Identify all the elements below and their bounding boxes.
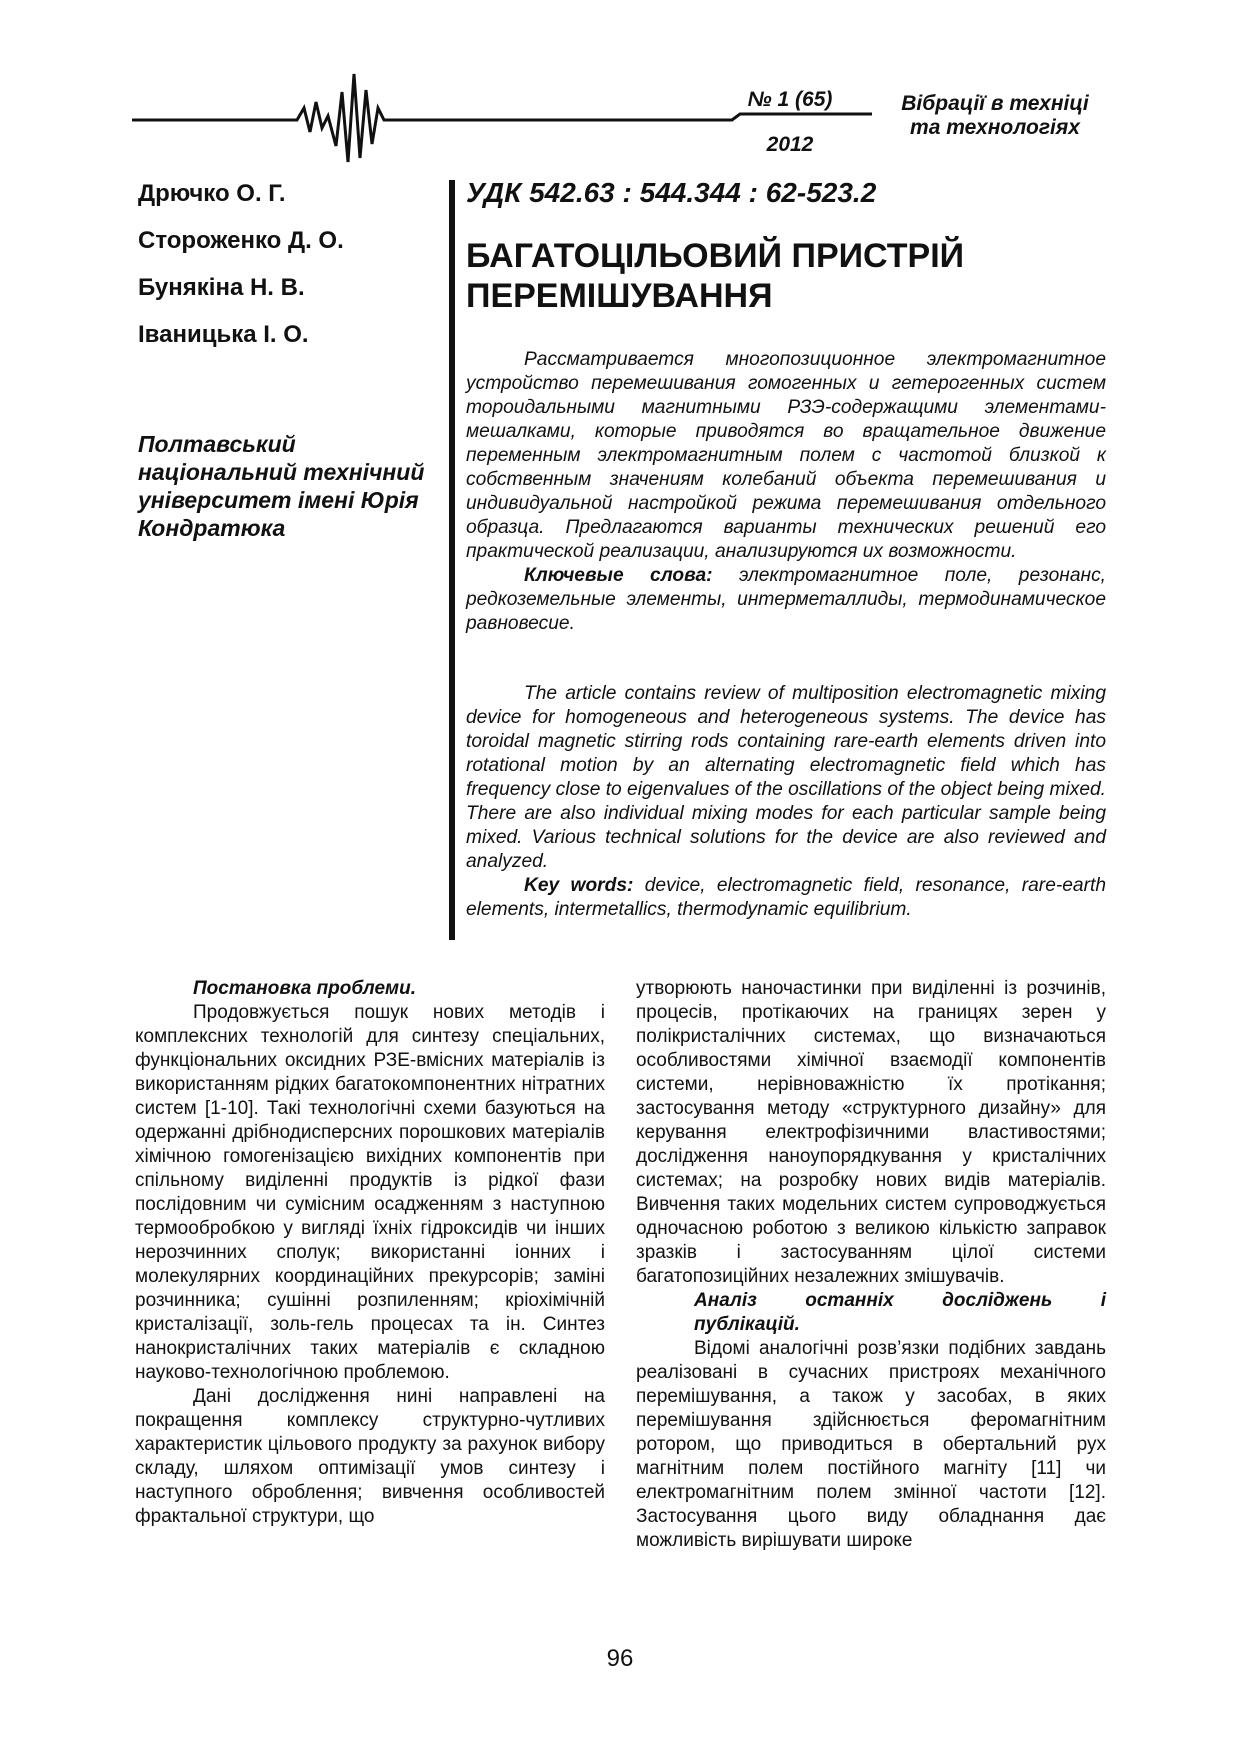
keywords-text: device, electromagnetic field, resonance, rare-earth elements, intermetallics, thermodynamic equilibrium.	[466, 875, 1106, 920]
body-column-left	[135, 977, 605, 1529]
keywords-label: Ключевые слова:	[524, 565, 713, 586]
abstract-english	[466, 682, 1106, 922]
body-column-right	[636, 977, 1106, 1553]
section-heading: Аналіз останніх досліджень і	[694, 1290, 1106, 1311]
header-waveform-line	[132, 62, 872, 174]
abstract-ru-text: Рассматривается многопозиционное электромагнитное устройство перемешивания гомогенных и гетерогенных систем тороидальными магнитными РЗЭ-содержащими элементами-мешалками, которые приводятся во вращательное движение переменным электромагнитным полем с частотой близкой к собственным значениям колебаний объекта перемешивания и индивидуальной настройкой режима перемешивания отдельного образца. Предлагаются варианты технических решений его практической реализации, анализируются их возможности.	[466, 349, 1106, 562]
issue-number: № 1 (65)	[747, 88, 833, 111]
abstract-russian	[466, 348, 1106, 636]
page-number: 96	[606, 1645, 634, 1672]
abstract-ru-keywords	[466, 564, 1106, 636]
section-heading-continued: публікацій.	[694, 1314, 800, 1335]
paragraph: Дані дослідження нині направлені на покращення комплексу структурно-чутливих характеристик цільового продукту за рахунок вибору складу, шляхом оптимізації умов синтезу і наступного оброблення; вивчення особливостей фрактальної структури, що	[135, 1386, 605, 1527]
paragraph: Відомі аналогічні розв’язки подібних завдань реалізовані в сучасних пристроях механічного перемішування, а також у засобах, в яких перемішування здійснюється феромагнітним ротором, що приводиться в обертальний рух магнітним полем постійного магніту [11] чи електромагнітним полем змінної частоти [12]. Застосування цього виду обладнання дає можливість вирішувати широке	[636, 1338, 1106, 1551]
paragraph: Продовжується пошук нових методів і комплексних технологій для синтезу спеціальних, функціональних оксидних РЗЕ-вмісних матеріалів із використанням рідких багатокомпонентних нітратних систем [1-10]. Такі технологічні схеми базуються на одержанні дрібнодисперсних порошкових матеріалів хімічною гомогенізацією вихідних компонентів при спільному виділенні продуктів із рідкої фази послідовним чи сумісним осадженням з наступною термообробкою у вигляді їхніх гідроксидів чи інших нерозчинних сполук; використанні іонних і молекулярних координаційних прекурсорів; заміні розчинника; сушінні розпиленням; кріохімічній кристалізації, золь-гель процесах та ін. Синтез нанокристалічних таких матеріалів є складною науково-технологічною проблемою.	[135, 1002, 605, 1383]
author: Стороженко Д. О.	[138, 227, 344, 254]
article-title: БАГАТОЦІЛЬОВИЙ ПРИСТРІЙ ПЕРЕМІШУВАННЯ	[466, 237, 965, 315]
paragraph: утворюють наночастинки при виділенні із розчинів, процесів, протікаючих на границях зерен у полікристалічних системах, що визначаються особливостями хімічної взаємодії компонентів системи, нерівноважністю їх протікання; застосування методу «структурного дизайну» для керування електрофізичними властивостями; дослідження наноупорядкування у кристалічних системах; на розробку нових видів матеріалів. Вивчення таких модельних систем супроводжується одночасною роботою з великою кількістю заправок зразків і застосуванням цілої системи багатопозиційних незалежних змішувачів.	[636, 978, 1106, 1287]
author: Іваницька І. О.	[138, 321, 309, 348]
udk-code: УДК 542.63 : 544.344 : 62-523.2	[466, 177, 877, 208]
abstract-en-text: The article contains review of multiposition electromagnetic mixing device for homogeneous and heterogeneous systems. The device has toroidal magnetic stirring rods containing rare-earth elements driven into rotational motion by an alternating electromagnetic field which has frequency close to eigenvalues of the oscillations of the object being mixed. There are also individual mixing modes for each particular sample being mixed. Various technical solutions for the device are also reviewed and analyzed.	[466, 683, 1106, 872]
vertical-divider	[449, 180, 455, 940]
affiliation: Полтавський національний технічний університет імені Юрія Кондратюка	[138, 431, 425, 541]
section-heading: Постановка проблеми.	[193, 978, 416, 999]
issue-year: 2012	[766, 133, 814, 156]
keywords-label: Key words:	[524, 875, 634, 896]
journal-name-line2: та технологіях	[910, 116, 1080, 139]
abstract-en-keywords	[466, 874, 1106, 922]
keywords-text: электромагнитное поле, резонанс, редкоземельные элементы, интерметаллиды, термодинамическое равновесие.	[466, 565, 1106, 634]
author: Бунякіна Н. В.	[138, 274, 305, 301]
author-list	[138, 178, 438, 366]
author: Дрючко О. Г.	[138, 180, 286, 207]
journal-name	[880, 92, 1110, 140]
journal-name-line1: Вібрації в техніці	[901, 92, 1089, 115]
